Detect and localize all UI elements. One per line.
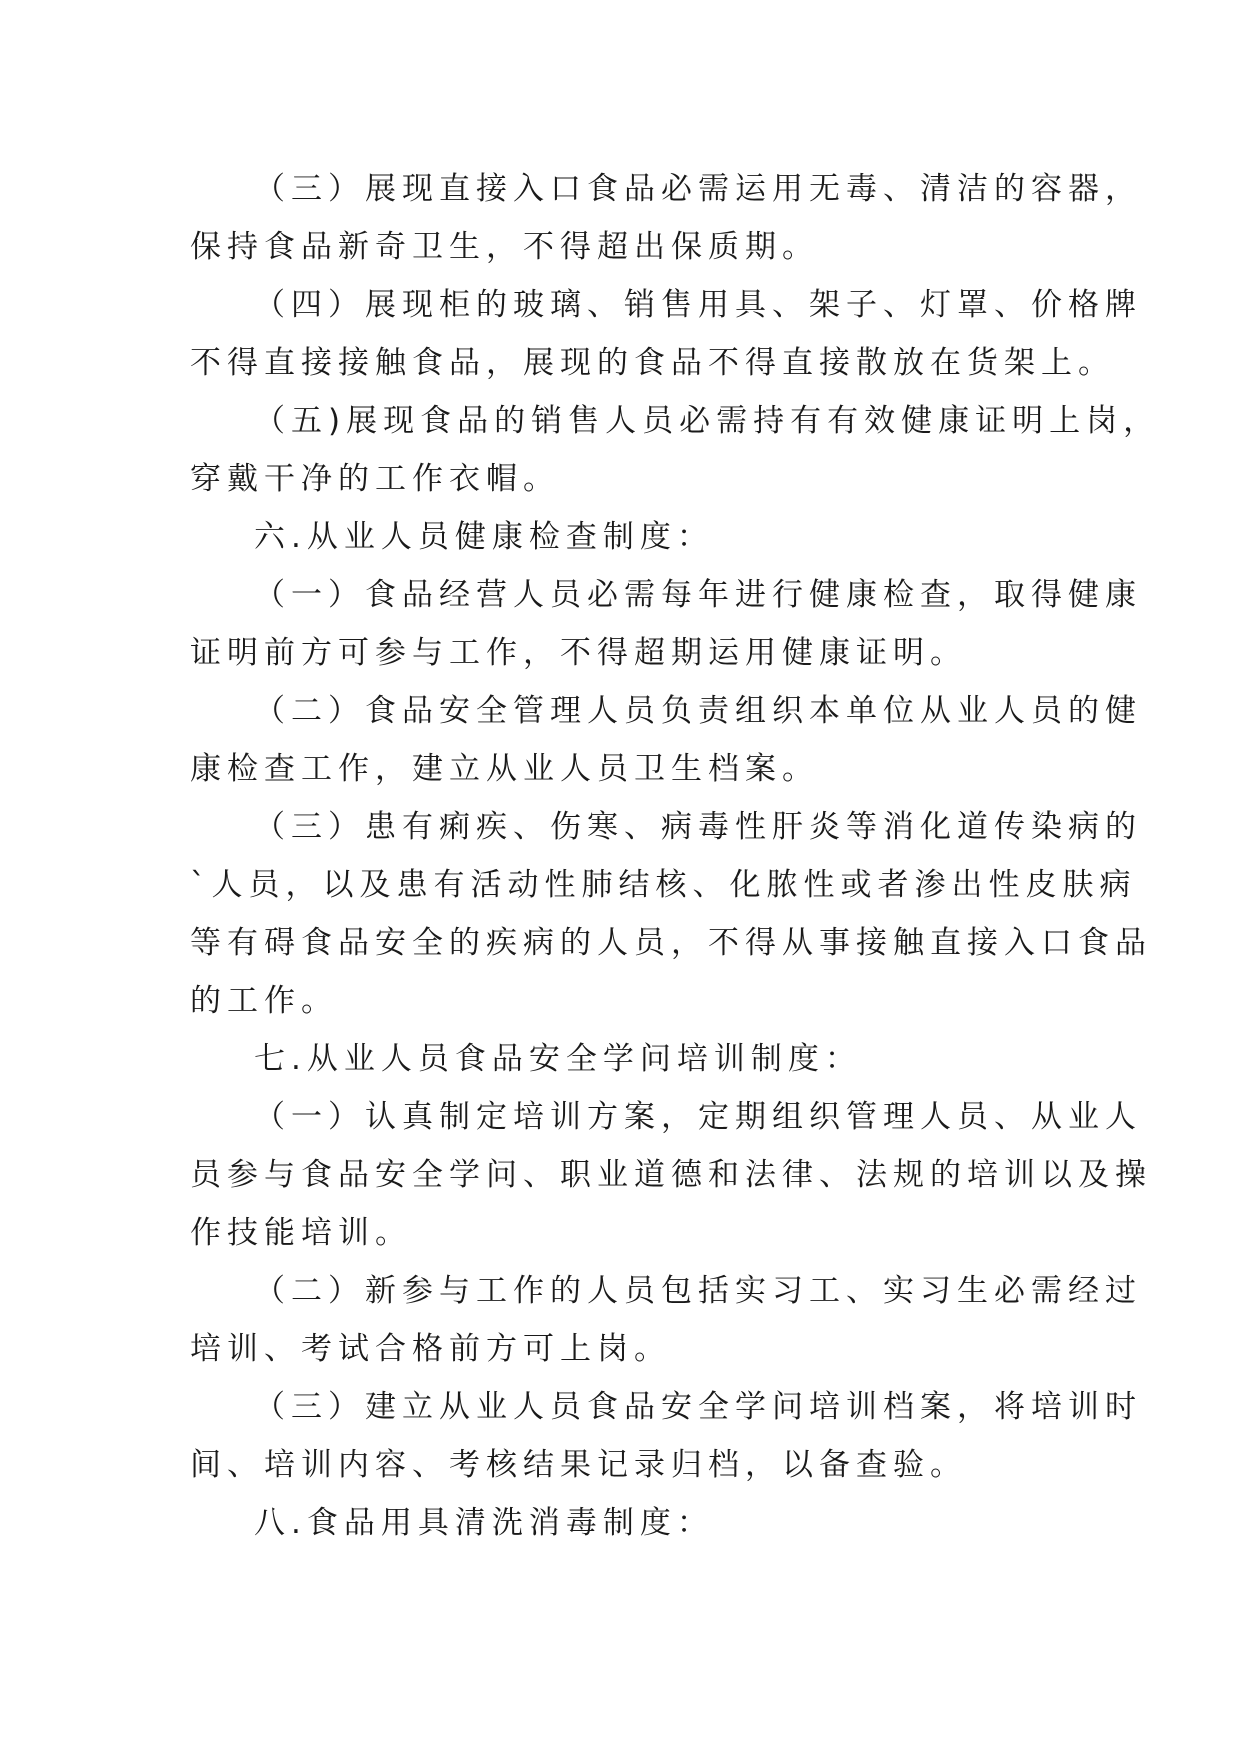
text-line: （一）认真制定培训方案，定期组织管理人员、从业人 (254, 1099, 1142, 1135)
text-line: 八.食品用具清洗消毒制度： (254, 1505, 714, 1541)
paragraph (190, 798, 1152, 1030)
paragraph (190, 392, 1161, 508)
text-line: （一）食品经营人员必需每年进行健康检查，取得健康 (254, 577, 1142, 613)
text-line: （三）患有痢疾、伤寒、病毒性肝炎等消化道传染病的 (254, 809, 1142, 845)
section-heading (190, 1030, 1050, 1088)
paragraph (190, 1088, 1152, 1262)
text-line: （五)展现食品的销售人员必需持有有效健康证明上岗， (254, 403, 1161, 439)
paragraph (190, 566, 1142, 682)
text-line: （二）新参与工作的人员包括实习工、实习生必需经过 (254, 1273, 1142, 1309)
text-line: 间、培训内容、考核结果记录归档，以备查验。 (190, 1447, 967, 1483)
text-line: （四）展现柜的玻璃、销售用具、架子、灯罩、价格牌 (254, 287, 1142, 323)
section-heading (190, 1494, 1050, 1552)
paragraph (190, 1262, 1142, 1378)
text-line: 培训、考试合格前方可上岗。 (190, 1331, 671, 1367)
text-line: 证明前方可参与工作，不得超期运用健康证明。 (190, 635, 967, 671)
text-line: 员参与食品安全学问、职业道德和法律、法规的培训以及操 (190, 1157, 1152, 1193)
text-line: 康检查工作，建立从业人员卫生档案。 (190, 751, 819, 787)
text-line: 等有碍食品安全的疾病的人员，不得从事接触直接入口食品 (190, 925, 1152, 961)
text-line: （二）食品安全管理人员负责组织本单位从业人员的健 (254, 693, 1142, 729)
document-body (190, 160, 1161, 1552)
text-line: 作技能培训。 (190, 1215, 412, 1251)
text-line: 六.从业人员健康检查制度： (254, 519, 714, 555)
text-line: 的工作。 (190, 983, 338, 1019)
text-line: `人员，以及患有活动性肺结核、化脓性或者渗出性皮肤病 (190, 867, 1137, 903)
paragraph (190, 682, 1142, 798)
text-line: 穿戴干净的工作衣帽。 (190, 461, 560, 497)
text-line: （三）建立从业人员食品安全学问培训档案，将培训时 (254, 1389, 1142, 1425)
text-line: 保持食品新奇卫生，不得超出保质期。 (190, 229, 819, 265)
text-line: 不得直接接触食品，展现的食品不得直接散放在货架上。 (190, 345, 1115, 381)
paragraph (190, 276, 1142, 392)
text-line: （三）展现直接入口食品必需运用无毒、清洁的容器， (254, 171, 1142, 207)
paragraph (190, 160, 1142, 276)
text-line: 七.从业人员食品安全学问培训制度： (254, 1041, 862, 1077)
paragraph (190, 1378, 1142, 1494)
section-heading (190, 508, 1050, 566)
